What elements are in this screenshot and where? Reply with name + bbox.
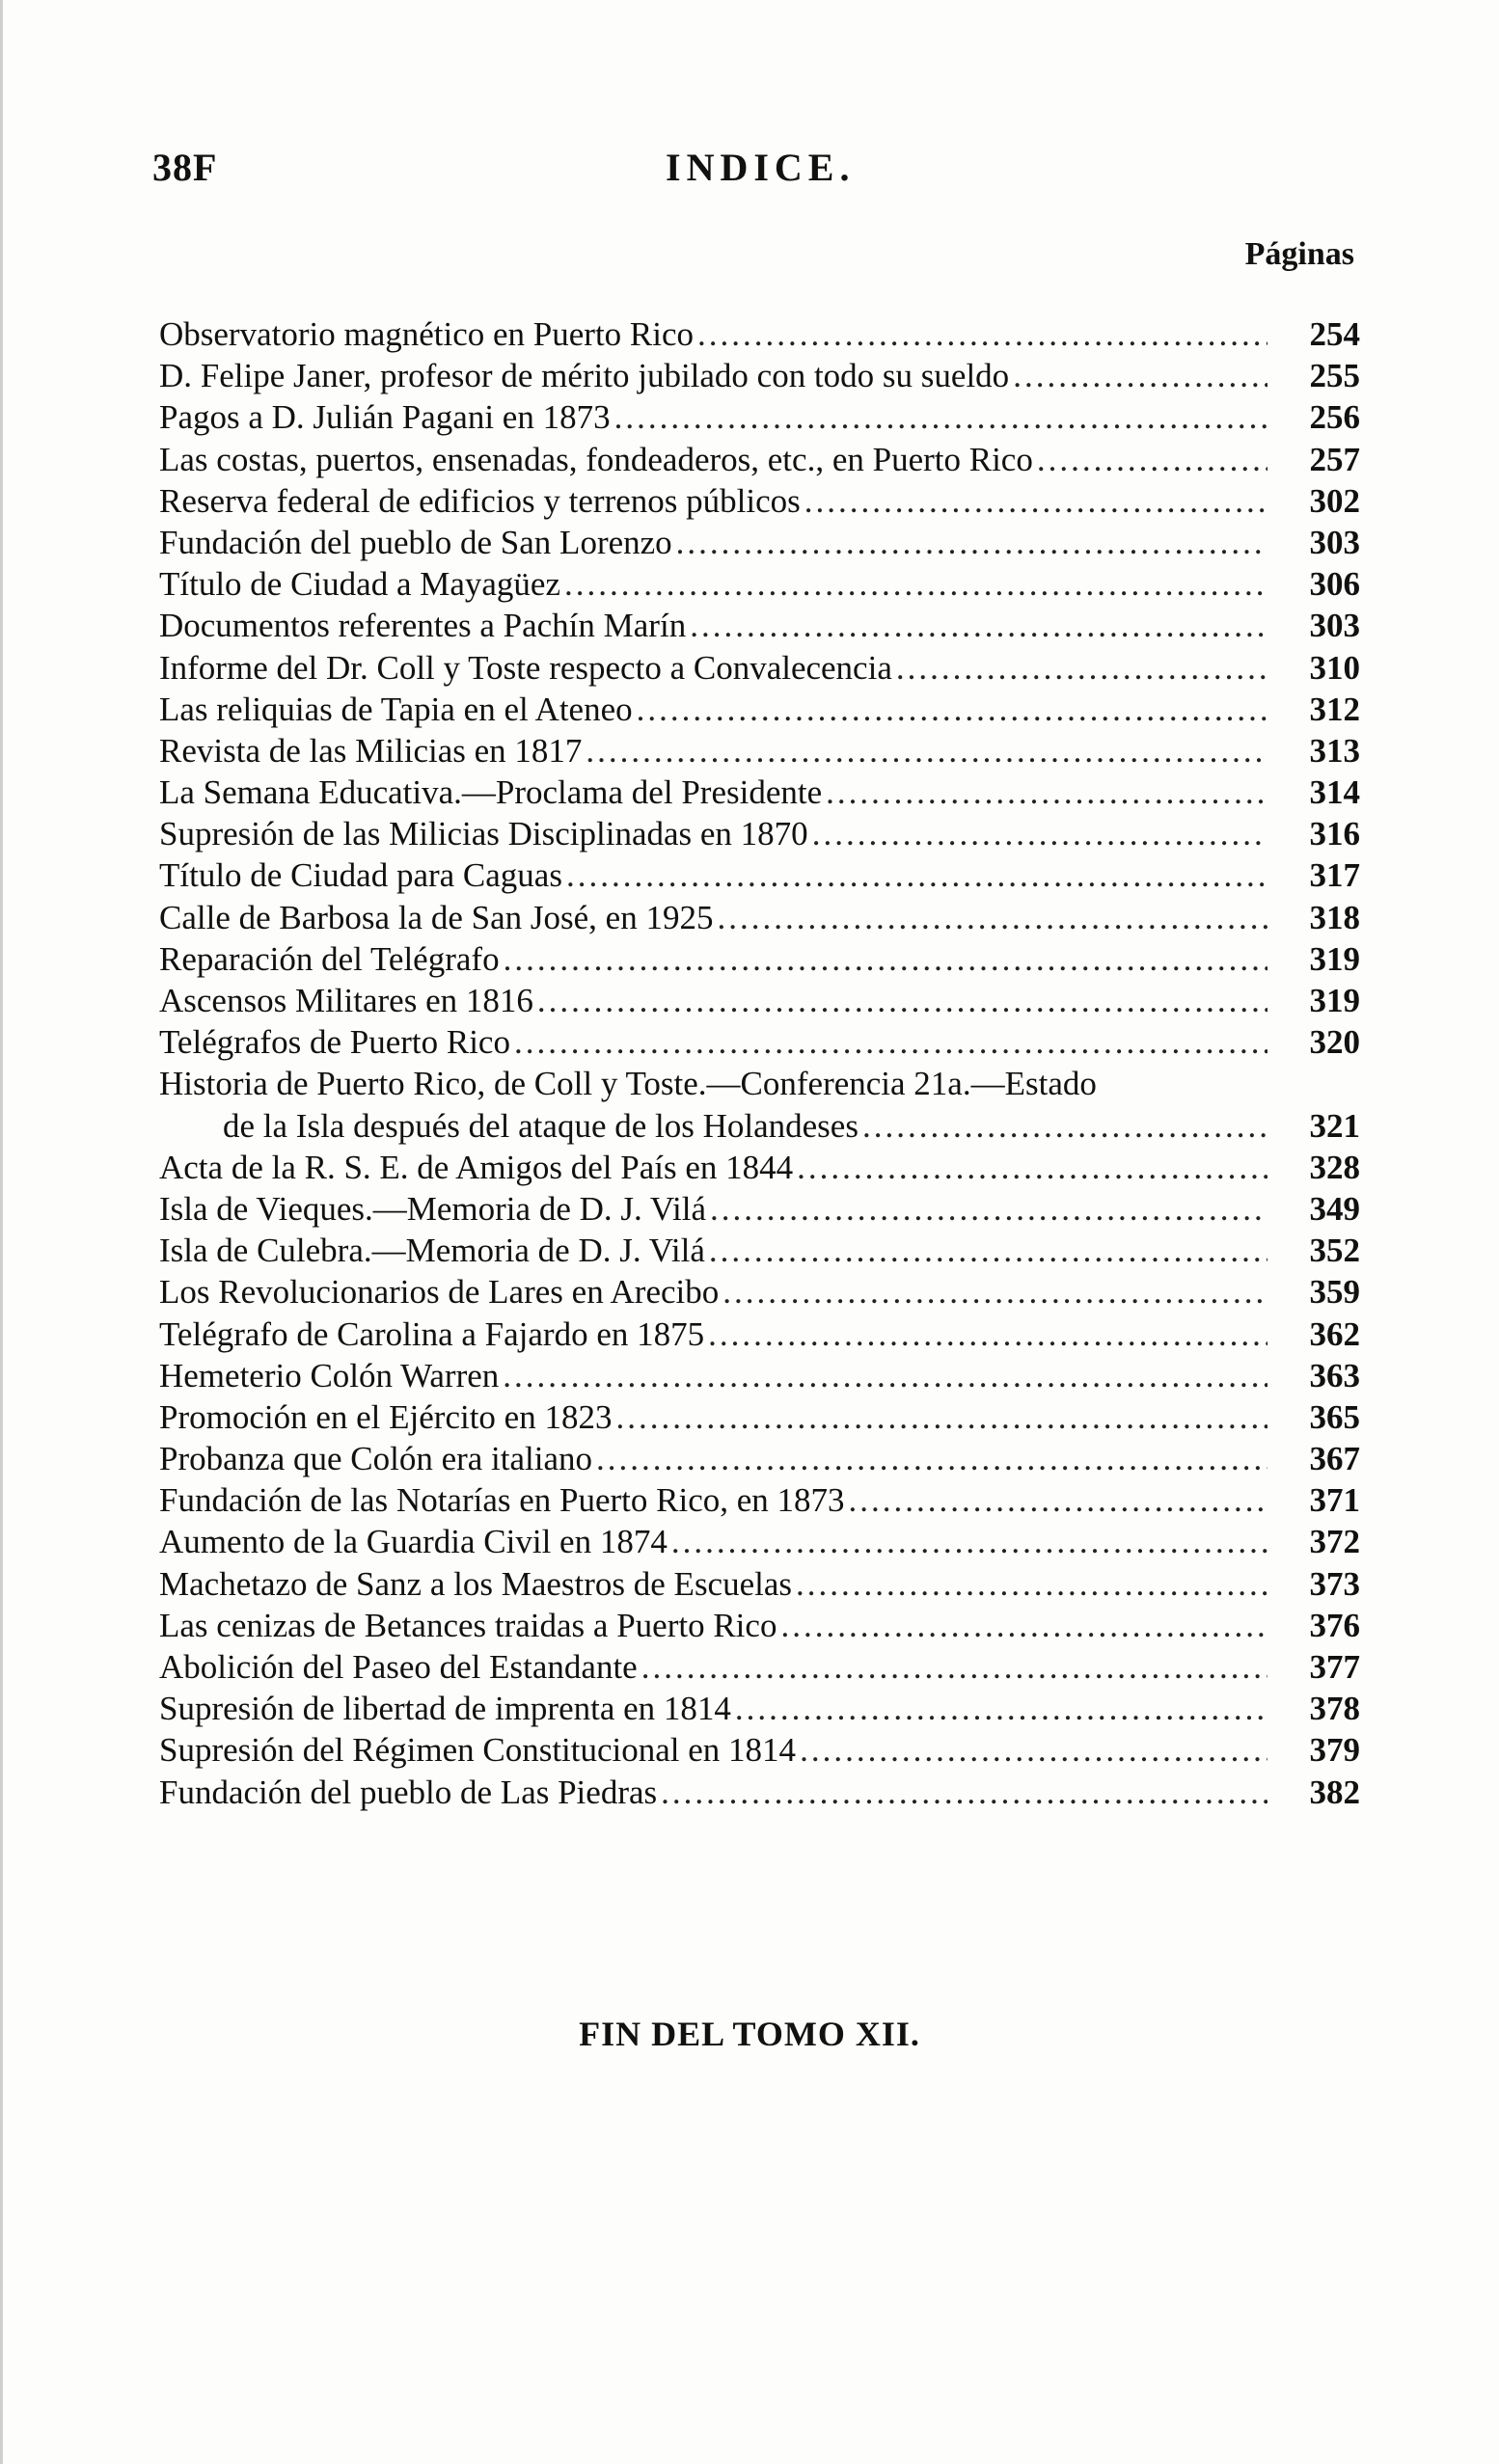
toc-entry-page: 363 <box>1309 1356 1360 1394</box>
toc-entry <box>159 605 1360 646</box>
toc-entry <box>159 522 1360 563</box>
toc-entry <box>159 1313 1360 1355</box>
dot-leader <box>826 772 1267 813</box>
dot-leader <box>690 605 1267 646</box>
toc-entry-page: 321 <box>1309 1106 1360 1145</box>
toc-entry-title: Ascensos Militares en 1816 <box>159 982 533 1019</box>
dot-leader <box>537 980 1267 1021</box>
toc-entry-title: Abolición del Paseo del Estandante <box>159 1648 638 1686</box>
toc-entry <box>159 1479 1360 1521</box>
dot-leader <box>514 1021 1267 1063</box>
toc-entry-title: Supresión del Régimen Constitucional en 1814 <box>159 1731 797 1770</box>
toc-entry <box>159 980 1360 1021</box>
toc-entry-title: Acta de la R. S. E. de Amigos del País en 1844 <box>159 1148 794 1186</box>
dot-leader <box>637 689 1267 730</box>
toc-entry <box>159 355 1360 396</box>
toc-entry-page: 352 <box>1309 1232 1360 1270</box>
toc-entry-page: 317 <box>1309 856 1360 895</box>
toc-entry-page: 382 <box>1309 1773 1360 1811</box>
toc-entry-page: 365 <box>1309 1397 1360 1436</box>
toc-entry-title: Documentos referentes a Pachín Marín <box>159 607 687 645</box>
toc-entry-page: 313 <box>1309 731 1360 770</box>
toc-entry-page: 303 <box>1309 607 1360 645</box>
toc-entry-page: 373 <box>1309 1564 1360 1603</box>
dot-leader <box>641 1646 1267 1688</box>
toc-entry-page: 256 <box>1309 398 1360 437</box>
toc-entry <box>159 480 1360 522</box>
dot-leader <box>676 522 1267 563</box>
toc-entry-title: Aumento de la Guardia Civil en 1874 <box>159 1523 668 1561</box>
toc-entry <box>159 1230 1360 1271</box>
page-number: 38F <box>152 146 218 189</box>
toc-entry <box>159 772 1360 813</box>
toc-entry-page: 362 <box>1309 1314 1360 1353</box>
dot-leader <box>849 1479 1267 1521</box>
toc-entry-title: Historia de Puerto Rico, de Coll y Toste.—Conferencia 21a.—Estado <box>159 1065 1097 1103</box>
toc-entry-title: Fundación de las Notarías en Puerto Rico, en 1873 <box>159 1481 845 1520</box>
toc-entry <box>159 1729 1360 1771</box>
toc-entry <box>159 1438 1360 1479</box>
toc-entry-title: Las reliquias de Tapia en el Ateneo <box>159 690 633 728</box>
toc-entry <box>159 1271 1360 1313</box>
dot-leader <box>1013 355 1267 396</box>
toc-entry-title: Título de Ciudad para Caguas <box>159 856 562 895</box>
toc-entry-title: Las costas, puertos, ensenadas, fondeaderos, etc., en Puerto Rico <box>159 440 1033 478</box>
dot-leader <box>800 1729 1267 1771</box>
toc-entry-title: Calle de Barbosa la de San José, en 1925 <box>159 898 714 936</box>
toc-entry-title: Los Revolucionarios de Lares en Arecibo <box>159 1273 720 1312</box>
toc-entry <box>159 1396 1360 1438</box>
toc-entry <box>159 1772 1360 1813</box>
dot-leader <box>615 1396 1267 1438</box>
toc-entry <box>159 1605 1360 1646</box>
dot-leader <box>708 1313 1267 1355</box>
toc-entry-page: 328 <box>1309 1148 1360 1186</box>
toc-entry-page: 306 <box>1309 565 1360 604</box>
toc-entry-page: 319 <box>1309 982 1360 1019</box>
toc-entry-title: Revista de las Milicias en 1817 <box>159 731 583 770</box>
toc-entry-page: 372 <box>1309 1523 1360 1561</box>
dot-leader <box>717 897 1267 938</box>
table-of-contents <box>159 313 1360 1813</box>
toc-entry <box>159 1688 1360 1729</box>
toc-entry <box>159 1063 1360 1104</box>
toc-entry <box>159 730 1360 772</box>
dot-leader <box>812 813 1267 854</box>
toc-entry <box>159 1188 1360 1230</box>
toc-entry-title: Reparación del Telégrafo <box>159 939 500 978</box>
dot-leader <box>1037 439 1267 480</box>
toc-entry <box>159 689 1360 730</box>
dot-leader <box>797 1147 1267 1188</box>
toc-entry <box>159 563 1360 605</box>
toc-entry-page: 257 <box>1309 440 1360 478</box>
toc-entry-title: Supresión de libertad de imprenta en 1814 <box>159 1690 731 1728</box>
toc-entry-page: 303 <box>1309 523 1360 561</box>
dot-leader <box>503 1355 1267 1396</box>
toc-entry <box>159 1355 1360 1396</box>
toc-entry-page: 254 <box>1309 315 1360 353</box>
toc-entry-title: Reserva federal de edificios y terrenos públicos <box>159 481 801 520</box>
toc-entry-page: 312 <box>1309 690 1360 728</box>
dot-leader <box>504 938 1267 980</box>
toc-entry-page: 310 <box>1309 648 1360 687</box>
toc-entry-title: La Semana Educativa.—Proclama del Presidente <box>159 773 823 812</box>
toc-entry-page: 320 <box>1309 1023 1360 1062</box>
dot-leader <box>566 854 1267 896</box>
dot-leader <box>614 396 1267 438</box>
toc-entry <box>159 1521 1360 1562</box>
toc-entry-continuation <box>159 1105 1360 1147</box>
toc-entry-page: 378 <box>1309 1690 1360 1728</box>
toc-entry <box>159 938 1360 980</box>
toc-entry <box>159 897 1360 938</box>
toc-entry-page: 371 <box>1309 1481 1360 1520</box>
toc-entry-page: 255 <box>1309 357 1360 395</box>
pages-column-header: Páginas <box>1244 236 1354 272</box>
toc-entry-page: 377 <box>1309 1648 1360 1686</box>
toc-entry-page: 314 <box>1309 773 1360 812</box>
toc-entry-title: Fundación del pueblo de San Lorenzo <box>159 523 672 561</box>
toc-entry-title: Observatorio magnético en Puerto Rico <box>159 315 695 353</box>
toc-entry-title-continuation: de la Isla después del ataque de los Holandeses <box>223 1106 859 1145</box>
toc-entry <box>159 313 1360 355</box>
dot-leader <box>780 1605 1267 1646</box>
dot-leader <box>661 1772 1267 1813</box>
dot-leader <box>804 480 1267 522</box>
toc-entry-page: 319 <box>1309 939 1360 978</box>
toc-entry-page: 349 <box>1309 1189 1360 1228</box>
dot-leader <box>671 1521 1267 1562</box>
toc-entry <box>159 813 1360 854</box>
toc-entry <box>159 1646 1360 1688</box>
toc-entry-title: Isla de Vieques.—Memoria de D. J. Vilá <box>159 1189 707 1228</box>
toc-entry-title: Título de Ciudad a Mayagüez <box>159 565 560 604</box>
dot-leader <box>596 1438 1267 1479</box>
toc-entry-page: 367 <box>1309 1440 1360 1478</box>
toc-entry-page: 316 <box>1309 815 1360 853</box>
toc-entry <box>159 1021 1360 1063</box>
toc-entry-title: Telégrafos de Puerto Rico <box>159 1023 510 1062</box>
toc-entry-title: Fundación del pueblo de Las Piedras <box>159 1773 658 1811</box>
toc-entry-title: Pagos a D. Julián Pagani en 1873 <box>159 398 611 437</box>
toc-entry-title: Telégrafo de Carolina a Fajardo en 1875 <box>159 1314 705 1353</box>
dot-leader <box>710 1188 1267 1230</box>
dot-leader <box>722 1271 1267 1313</box>
toc-entry-title: Las cenizas de Betances traidas a Puerto Rico <box>159 1606 777 1644</box>
toc-entry-title: Hemeterio Colón Warren <box>159 1356 500 1394</box>
toc-entry-title: Isla de Culebra.—Memoria de D. J. Vilá <box>159 1232 705 1270</box>
dot-leader <box>735 1688 1267 1729</box>
toc-entry-title: Probanza que Colón era italiano <box>159 1440 593 1478</box>
dot-leader <box>586 730 1267 772</box>
page-edge <box>0 0 3 2464</box>
running-head: INDICE. <box>666 146 856 189</box>
toc-entry <box>159 1563 1360 1605</box>
dot-leader <box>564 563 1267 605</box>
dot-leader <box>862 1105 1267 1147</box>
toc-entry <box>159 647 1360 689</box>
toc-entry-title: Supresión de las Milicias Disciplinadas en 1870 <box>159 815 808 853</box>
end-of-volume-note: FIN DEL TOMO XII. <box>579 2015 920 2053</box>
toc-entry-title: Informe del Dr. Coll y Toste respecto a Convalecencia <box>159 648 892 687</box>
dot-leader <box>697 313 1267 355</box>
dot-leader <box>709 1230 1267 1271</box>
toc-entry-page: 359 <box>1309 1273 1360 1312</box>
toc-entry-title: D. Felipe Janer, profesor de mérito jubilado con todo su sueldo <box>159 357 1010 395</box>
toc-entry-page: 376 <box>1309 1606 1360 1644</box>
toc-entry-page: 379 <box>1309 1731 1360 1770</box>
toc-entry <box>159 1147 1360 1188</box>
toc-entry <box>159 439 1360 480</box>
dot-leader <box>896 647 1267 689</box>
toc-entry <box>159 396 1360 438</box>
toc-entry-title: Machetazo de Sanz a los Maestros de Escuelas <box>159 1564 793 1603</box>
toc-entry <box>159 854 1360 896</box>
toc-entry-page: 302 <box>1309 481 1360 520</box>
toc-entry-title: Promoción en el Ejército en 1823 <box>159 1397 613 1436</box>
toc-entry-page: 318 <box>1309 898 1360 936</box>
dot-leader <box>796 1563 1267 1605</box>
